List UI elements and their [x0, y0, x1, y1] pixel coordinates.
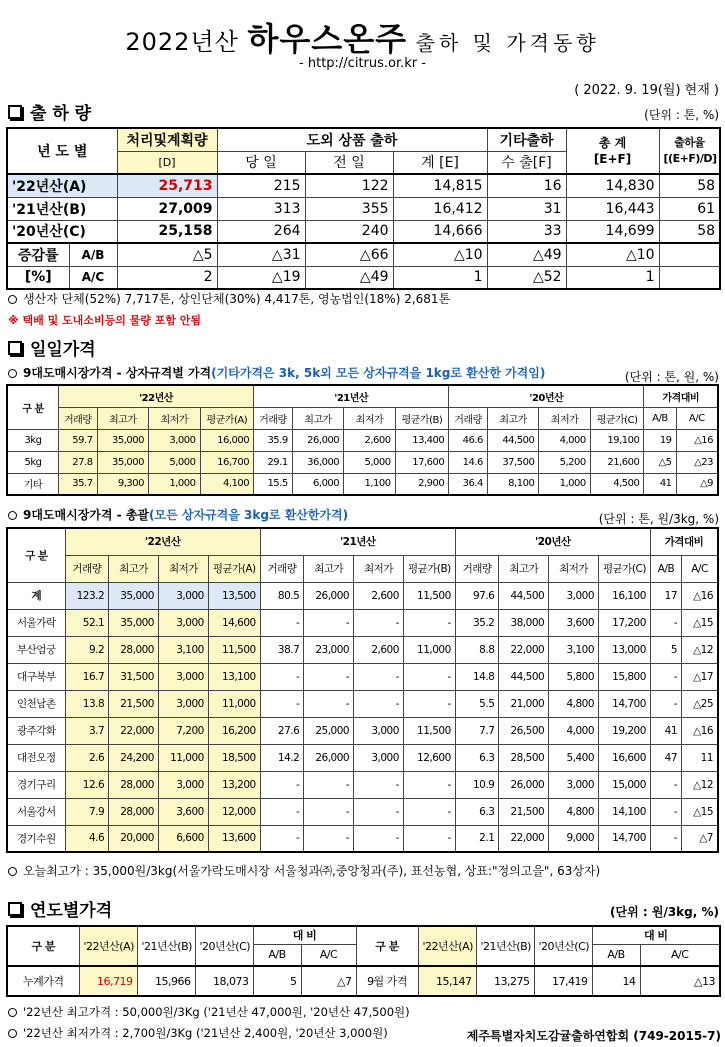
exclusion-note: ※ 택배 및 도내소비등의 물량 포함 안됨 [8, 314, 202, 327]
season-low-note: '22년산 최저가격 : 2,700원/3Kg ('21년산 2,400원, '20년산 3,000원) [8, 1025, 388, 1041]
today-high-note: 오늘최고가 : 35,000원/3kg(서울가락도매시장 서울청과㈜,중앙청과(주), 표선농협, 상표:"정의고을", 63상자) [8, 862, 600, 879]
header-export: 수 출[F] [487, 151, 566, 174]
header-today: 당 일 [217, 151, 305, 174]
header-domestic: 도외 상품 출하 [217, 128, 487, 151]
table-row: 대구북부 16.7 31,500 3,000 13,100 - - - - 14.8 44,500 5,800 15,800 - △17 [7, 663, 718, 690]
circle-bullet-icon [8, 867, 17, 876]
table-row: 서울강서 7.9 28,000 3,600 12,000 - - - - 6.3 21,500 4,800 14,100 - △15 [7, 798, 718, 825]
section-title: 일일가격 [30, 340, 96, 360]
total-price-heading: 9대도매시장가격 - 총괄(모든 상자규격을 3kg로 환산한가격) [8, 506, 348, 523]
header-etc: 기타출하 [487, 128, 566, 151]
header-proc-d: [D] [117, 151, 217, 174]
table-row: 경기수원 4.6 20,000 6,600 13,600 - - - - 2.1 22,000 9,000 14,700 - △7 [7, 825, 718, 852]
header-rate: 출하율 [(E+F)/D] [659, 128, 720, 174]
circle-bullet-icon [8, 369, 17, 378]
circle-bullet-icon [8, 295, 17, 304]
table-row: 서울가락 52.1 35,000 3,000 14,600 - - - - 35.2 38,000 3,600 17,200 - △15 [7, 609, 718, 636]
unit-label: (단위 : 원/3kg, %) [610, 905, 719, 919]
circle-bullet-icon [8, 1029, 17, 1038]
table-row: 누계가격 16,719 15,966 18,073 5 △7 9월 가격 15,147 13,275 17,419 14 △13 [7, 966, 720, 996]
header-total: 총 계 [E+F] [566, 128, 659, 174]
title-sub: 출하 및 가격동향 [415, 31, 600, 55]
title-year: 2022년산 [125, 28, 239, 56]
yearly-price-table: 구 분 '22년산(A) '21년산(B) '20년산(C) 대 비 구 분 '22년산(A) '21년산(B) '20년산(C) 대 비 A/B A/C A/B A/C 누계가격 16,719 15,966 18,073 5 △7 9월 가격 15,147 13,275 17,419 14 △13 [6, 925, 721, 997]
season-high-note: '22년산 최고가격 : 50,000원/3Kg ('21년산 47,000원, '20년산 47,500원) [8, 1004, 410, 1020]
unit-label: (단위 : 톤, 원/3kg, %) [598, 512, 719, 526]
table-row: 5kg 27.8 35,000 5,000 16,700 29.1 36,000 5,000 17,600 14.6 37,500 5,200 21,600 △5 △23 [7, 451, 718, 473]
unit-label: (단위 : 톤, 원, %) [624, 370, 719, 384]
table-row: 대전오정 2.6 24,200 11,000 18,500 14.2 26,000 3,000 12,600 6.3 28,500 5,400 16,600 47 11 [7, 744, 718, 771]
section-title: 출 하 량 [30, 104, 92, 124]
table-row: '22년산(A) 25,713 215 122 14,815 16 14,830 58 [7, 174, 720, 197]
table-row: 광주각화 3.7 22,000 7,200 16,200 27.6 25,000 3,000 11,500 7.7 26,500 4,000 19,200 41 △16 [7, 717, 718, 744]
header-proc: 처리및계획량 [117, 128, 217, 151]
table-row: 계 123.2 35,000 3,000 13,500 80.5 26,000 2,600 11,500 97.6 44,500 3,000 16,100 17 △16 [7, 582, 718, 609]
site-url[interactable]: - http://citrus.or.kr - [299, 56, 426, 71]
table-row: [%] A/C 2 △19 △49 1 △52 1 [7, 266, 720, 289]
section-shipment [8, 99, 91, 124]
section-daily-price [8, 335, 96, 360]
checkbox-square-icon [8, 902, 22, 916]
total-price-table: 구 분 '22년산 '21년산 '20년산 가격대비 거래량 최고가 최저가 평균가(A) 거래량 최고가 최저가 평균가(B) 거래량 최고가 최저가 평균가(C) A/B A/C 계 123.2 35,000 3,000 13,500 80.5 26,000 2,600 11,500 97.6 44,500 3,000 16,100 17 △16 서울가락 52.1 35,000 3,000 14,600 - - - - 35.2 38,000 3,600 17,200 - △15 부산엄궁 9.2 28,000 3,100 11,500 38.7 23,000 2,600 11,000 8.8 22,000 3,100 13,000 5 △12 대구북부 16.7 31,500 3,000 13,100 - - - - 14.8 44,500 5,800 15,800 - △17 인천남촌 13.8 21,500 3,000 11,000 - - - - 5.5 21,000 4,800 14,700 - △25 광주각화 3.7 22,000 7,200 16,200 27.6 25,000 3,000 11,500 7.7 26,500 4,000 19,200 41 △16 대전오정 2.6 24,200 11,000 18,500 14.2 26,000 3,000 12,600 6.3 28,500 5,400 16,600 47 11 경기구리 12.6 28,000 3,000 13,200 - - - - 10.9 26,000 3,000 15,000 - △12 서울강서 7.9 28,000 3,600 12,000 - - - - 6.3 21,500 4,800 14,100 - △15 경기수원 4.6 20,000 6,600 13,600 - - - - 2.1 22,000 9,000 14,700 - △7 [6, 527, 719, 853]
table-row: '20년산(C) 25,158 264 240 14,666 33 14,699 58 [7, 220, 720, 243]
producer-note: 생산자 단체(52%) 7,717톤, 상인단체(30%) 4,417톤, 영농법인(18%) 2,681톤 [8, 290, 450, 307]
table-row: 기타 35.7 9,300 1,000 4,100 15.5 6,000 1,100 2,900 36.4 8,100 1,000 4,500 41 △9 [7, 473, 718, 495]
table-row: 부산엄궁 9.2 28,000 3,100 11,500 38.7 23,000 2,600 11,000 8.8 22,000 3,100 13,000 5 △12 [7, 636, 718, 663]
table-row: 경기구리 12.6 28,000 3,000 13,200 - - - - 10.9 26,000 3,000 15,000 - △12 [7, 771, 718, 798]
box-size-price-table: 구 분 '22년산 '21년산 '20년산 가격대비 거래량 최고가 최저가 평균가(A) 거래량 최고가 최저가 평균가(B) 거래량 최고가 최저가 평균가(C) A/B A/C 3kg 59.7 35,000 3,000 16,000 35.9 26,000 2,600 13,400 46.6 44,500 4,000 19,100 19 △16 5kg 27.8 35,000 5,000 16,700 29.1 36,000 5,000 17,600 14.6 37,500 5,200 21,600 △5 △23 기타 35.7 9,300 1,000 4,100 15.5 6,000 1,100 2,900 36.4 8,100 1,000 4,500 41 △9 [6, 384, 719, 496]
circle-bullet-icon [8, 1008, 17, 1017]
header-sum-e: 계 [E] [393, 151, 487, 174]
publisher-footer: 제주특별자치도감귤출하연합회 (749-2015-7) [466, 1029, 721, 1043]
section-yearly-price [8, 896, 112, 921]
header-year: 년 도 별 [7, 128, 117, 174]
box-size-price-heading: 9대도매시장가격 - 상자규격별 가격(기타가격은 3k, 5k외 모든 상자규격을 1kg로 환산한 가격임) [8, 364, 545, 381]
shipment-table [6, 127, 721, 290]
table-row: '21년산(B) 27,009 313 355 16,412 31 16,443 61 [7, 197, 720, 220]
table-row: 인천남촌 13.8 21,500 3,000 11,000 - - - - 5.5 21,000 4,800 14,700 - △25 [7, 690, 718, 717]
circle-bullet-icon [8, 511, 17, 520]
page-title [0, 14, 725, 60]
unit-label: (단위 : 톤, %) [644, 108, 719, 122]
title-brand: 하우스온주 [247, 20, 408, 58]
checkbox-square-icon [8, 105, 22, 119]
checkbox-square-icon [8, 341, 22, 355]
header-prev: 전 일 [305, 151, 393, 174]
table-row: 증감률 A/B △5 △31 △66 △10 △49 △10 [7, 243, 720, 266]
as-of-date: ( 2022. 9. 19(월) 현재 ) [574, 83, 719, 98]
table-row: 3kg 59.7 35,000 3,000 16,000 35.9 26,000 2,600 13,400 46.6 44,500 4,000 19,100 19 △16 [7, 429, 718, 451]
section-title: 연도별가격 [30, 901, 113, 921]
